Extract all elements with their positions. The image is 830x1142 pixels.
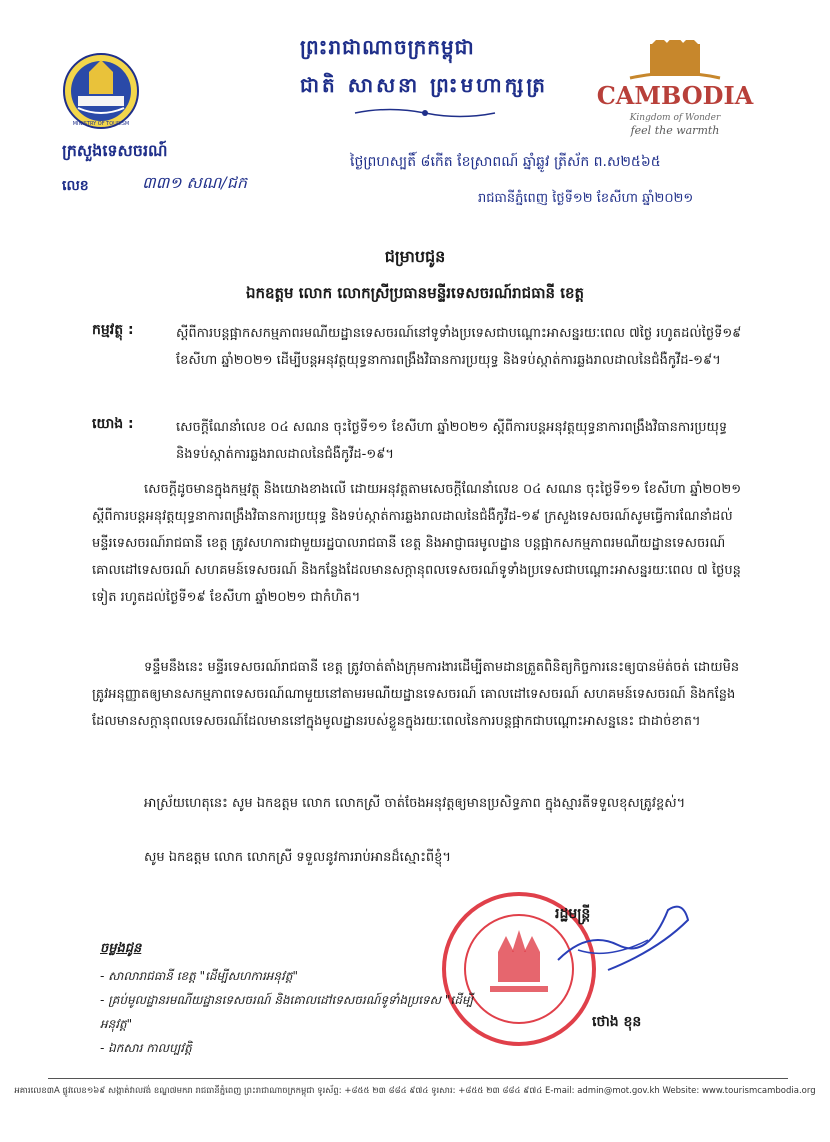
signatory-name: ថោង ខុន bbox=[592, 1014, 642, 1030]
footer-contact: អគារលេខ៣A ផ្លូវលេខ១៦៩ សង្កាត់វាលវង់ ខណ្ឌ៧មករា រាជធានីភ្នំពេញ ព្រះរាជាណាចក្រកម្ពុជា ទូរស័ព្ទ: +៨៥៥ ២៣ ៨៨៤ ៩៧៤ ទូរសារ: +៨៥៥ ២៣ ៨៨៤ ៩៧៤ E-mail: admin@mot.gov.kh Website: www.tourismcambodia.org bbox=[14, 1086, 816, 1096]
ornament-divider-icon bbox=[350, 106, 500, 120]
cc-title: ចម្លងជូន bbox=[100, 941, 142, 956]
cambodia-logo-tagline: Kingdom of Wonder bbox=[629, 113, 721, 123]
signatory-title: រដ្ឋមន្ត្រី bbox=[555, 906, 591, 922]
cc-item: - ឯកសារ កាលប្បវត្តិ bbox=[100, 1041, 192, 1055]
body-paragraph-2: ទន្ទឹមនឹងនេះ មន្ទីរទេសចរណ៍រាជធានី ខេត្ត ត្រូវចាត់តាំងក្រុមការងារដើម្បីតាមដានត្រួតពិនិត្យកិច្ចការនេះឲ្យបានម៉ត់ចត់ ដោយមិនត្រូវអនុញ្ញាតឲ្យមានសកម្មភាពទេសចរណ៍ណាមួយនៅតាមរមណីយដ្ឋានទេសចរណ៍ គោលដៅទេសចរណ៍ សហគមន៍ទេសចរណ៍ និងកន្លែងដែលមានសក្តានុពលទេសចរណ៍ដែលមាននៅក្នុងមូលដ្ឋានរបស់ខ្លួនក្នុងរយៈពេលនៃការបន្តផ្អាកជាបណ្តោះអាសន្ននេះ ជាដាច់ខាត។ bbox=[92, 660, 740, 729]
addressee-line: ឯកឧត្តម លោក លោកស្រីប្រធានមន្ទីរទេសចរណ៍រាជធានី ខេត្ត bbox=[245, 284, 585, 302]
footer-divider bbox=[48, 1078, 788, 1079]
lunar-date: ថ្ងៃព្រហស្បតិ៍ ៨កើត ខែស្រាពណ៍ ឆ្នាំឆ្លូវ ត្រីស័ក ព.ស២៥៦៥ bbox=[350, 154, 661, 170]
body-paragraph-1: សេចក្តីដូចមានក្នុងកម្មវត្ថុ និងយោងខាងលើ ដោយអនុវត្តតាមសេចក្តីណែនាំលេខ ០៤ សណន ចុះថ្ងៃទី១១ ខែសីហា ឆ្នាំ២០២១ ស្តីពីការបន្តអនុវត្តយុទ្ធនាការពង្រឹងវិធានការប្រយុទ្ធ និងទប់ស្កាត់ការឆ្លងរាលដាលនៃជំងឺកូវីដ-១៩ ក្រសួងទេសចរណ៍សូមធ្វើការណែនាំដល់មន្ទីរទេសចរណ៍រាជធានី ខេត្ត ត្រូវសហការជាមួយរដ្ឋបាលរាជធានី ខេត្ត និងអាជ្ញាធរមូលដ្ឋាន បន្តផ្អាកសកម្មភាពរមណីយដ្ឋានទេសចរណ៍ គោលដៅទេសចរណ៍ សហគមន៍ទេសចរណ៍ និងកន្លែងដែលមានសក្តានុពលទេសចរណ៍ទូទាំងប្រទេសជាបណ្តោះអាសន្នរយៈពេល ៧ ថ្ងៃបន្តទៀត រហូតដល់ថ្ងៃទី១៩ ខែសីហា ឆ្នាំ២០២១ ជាកំហិត។ bbox=[92, 482, 742, 605]
left-logo-caption: MINISTRY OF TOURISM bbox=[72, 121, 130, 127]
body-paragraph-3: អាស្រ័យហេតុនេះ សូម ឯកឧត្តម លោក លោកស្រី ចាត់ចែងអនុវត្តឲ្យមានប្រសិទ្ធភាព ក្នុងស្មារតីទទួលខុសត្រូវខ្ពស់។ bbox=[144, 796, 686, 811]
subject-text: ស្តីពីការបន្តផ្អាកសកម្មភាពរមណីយដ្ឋានទេសចរណ៍នៅទូទាំងប្រទេសជាបណ្តោះអាសន្នរយៈពេល ៧ថ្ងៃ រហូតដល់ថ្ងៃទី១៩ ខែសីហា ឆ្នាំ២០២១ ដើម្បីបន្តអនុវត្តយុទ្ធនាការពង្រឹងវិធានការប្រយុទ្ធ និងទប់ស្កាត់ការឆ្លងរាលដាលនៃជំងឺកូវីដ-១៩។ bbox=[176, 326, 742, 368]
reference-text: សេចក្តីណែនាំលេខ ០៤ សណន ចុះថ្ងៃទី១១ ខែសីហា ឆ្នាំ២០២១ ស្តីពីការបន្តអនុវត្តយុទ្ធនាការពង្រឹងវិធានការប្រយុទ្ធ និងទប់ស្កាត់ការឆ្លងរាលដាលនៃជំងឺកូវីដ-១៩។ bbox=[176, 420, 728, 462]
ministry-name: ក្រសួងទេសចរណ៍ bbox=[62, 141, 168, 160]
cc-list bbox=[100, 964, 480, 1060]
cc-item: - គ្រប់មូលដ្ឋានរមណីយដ្ឋានទេសចរណ៍ និងគោលដៅទេសចរណ៍ទូទាំងប្រទេស "ដើម្បីអនុវត្ត" bbox=[100, 993, 474, 1031]
reference-label: លេខ bbox=[62, 178, 89, 194]
national-motto: ជាតិ សាសនា ព្រះមហាក្សត្រ bbox=[300, 73, 548, 97]
ministry-of-tourism-logo bbox=[62, 52, 140, 130]
cc-item: - សាលារាជធានី ខេត្ត "ដើម្បីសហការអនុវត្ត" bbox=[100, 969, 298, 983]
reference-heading: យោង : bbox=[92, 416, 134, 432]
cambodia-brand-logo bbox=[590, 40, 760, 148]
body-paragraph-4: សូម ឯកឧត្តម លោក លោកស្រី ទទួលនូវការរាប់អានដ៏ស្មោះពីខ្ញុំ។ bbox=[144, 850, 451, 865]
cambodia-logo-title: CAMBODIA bbox=[596, 81, 754, 110]
reference-number: ៣៣១ សណ/ជក bbox=[142, 173, 248, 192]
solar-date: រាជធានីភ្នំពេញ ថ្ងៃទី១២ ខែសីហា ឆ្នាំ២០២១ bbox=[478, 191, 694, 206]
subject-label: កម្មវត្ថុ : bbox=[92, 322, 134, 338]
cambodia-logo-sub: feel the warmth bbox=[630, 124, 720, 137]
kingdom-title: ព្រះរាជាណាចក្រកម្ពុជា bbox=[300, 35, 475, 59]
addressee-title: ជម្រាបជូន bbox=[384, 247, 446, 266]
